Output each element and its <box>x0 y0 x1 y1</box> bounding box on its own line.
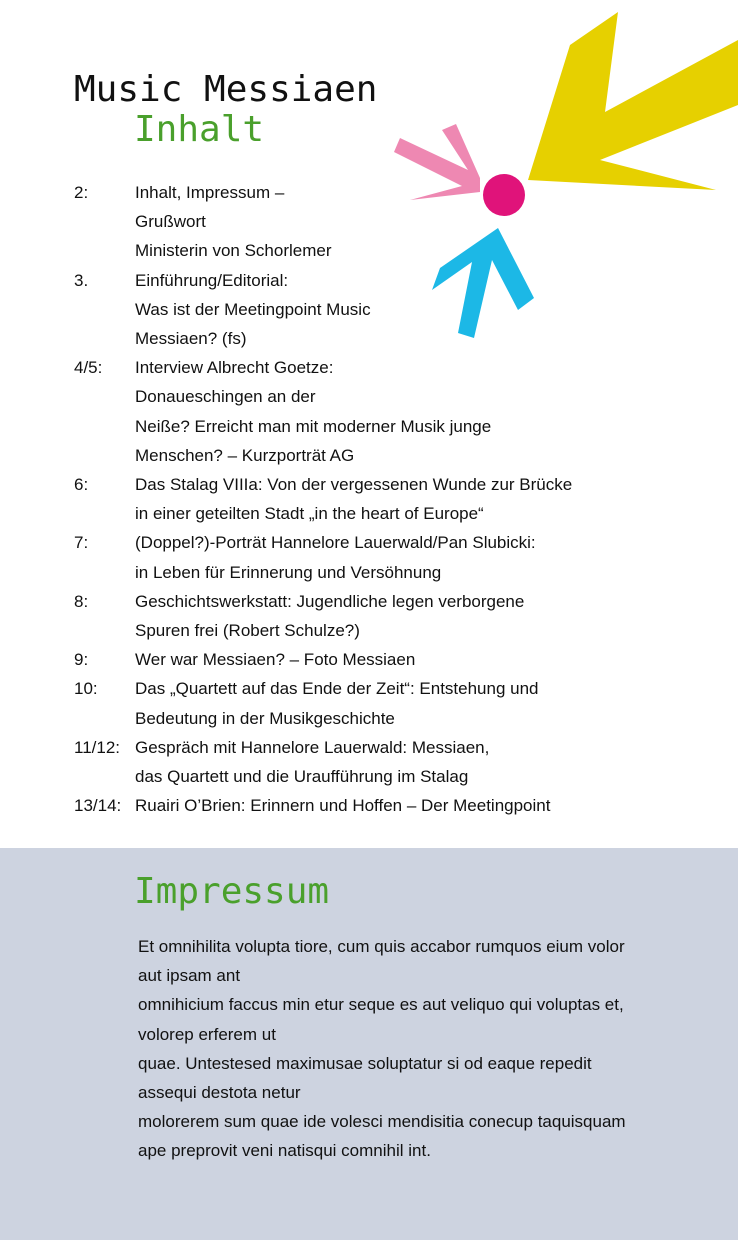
toc-line: das Quartett und die Uraufführung im Stalag <box>135 767 469 787</box>
toc-entry <box>74 791 614 820</box>
toc-entry-text <box>135 528 614 586</box>
toc-entry-text <box>135 733 614 791</box>
toc-page-number: 2: <box>74 183 89 202</box>
yellow-arrow-icon <box>528 12 738 190</box>
impressum-line: volorep erferem ut <box>138 1024 276 1044</box>
toc-page-number: 6: <box>74 475 89 495</box>
toc-entry-text <box>135 353 614 470</box>
toc-entry <box>74 674 614 732</box>
brand-title: Music Messiaen <box>74 69 378 110</box>
toc-page-number: 9: <box>74 650 89 670</box>
toc-entry-text <box>135 791 614 820</box>
toc-entry <box>74 178 614 266</box>
impressum-line: assequi destota netur <box>138 1083 301 1103</box>
toc-line: Interview Albrecht Goetze: <box>135 358 334 378</box>
toc-page-number: 8: <box>74 591 89 611</box>
toc-line: Inhalt, Impressum – <box>135 183 285 202</box>
toc-entry <box>74 470 614 528</box>
toc-page-number: 3. <box>74 270 89 290</box>
impressum-line: Et omnihilita volupta tiore, cum quis accabor rumquos eium volor <box>138 937 625 956</box>
impressum-panel <box>0 848 738 1240</box>
toc-page-number: 7: <box>74 533 89 553</box>
toc-page-number: 11/12: <box>74 737 121 757</box>
toc-line: Neiße? Erreicht man mit moderner Musik junge <box>135 416 492 436</box>
toc-entry <box>74 733 614 791</box>
toc-entry-text <box>135 587 614 645</box>
header <box>74 70 377 150</box>
impressum-line: molorerem sum quae ide volesci mendisitia conecup taquisquam <box>138 1112 626 1132</box>
toc-entry-text <box>135 178 614 266</box>
toc-page-number: 10: <box>74 679 98 699</box>
toc-entry <box>74 528 614 586</box>
impressum-body <box>138 932 678 1166</box>
table-of-contents <box>74 178 614 820</box>
toc-entry-text <box>135 645 614 674</box>
toc-entry <box>74 266 614 354</box>
toc-line: Das „Quartett auf das Ende der Zeit“: Entstehung und <box>135 679 539 699</box>
toc-line: (Doppel?)-Porträt Hannelore Lauerwald/Pan Slubicki: <box>135 533 536 553</box>
toc-line: Bedeutung in der Musikgeschichte <box>135 708 395 728</box>
toc-line: Geschichtswerkstatt: Jugendliche legen verborgene <box>135 591 525 611</box>
impressum-line: aut ipsam ant <box>138 966 241 986</box>
toc-page-number: 13/14: <box>74 796 122 816</box>
toc-line: in einer geteilten Stadt „in the heart of Europe“ <box>135 504 484 524</box>
toc-line: Spuren frei (Robert Schulze?) <box>135 621 360 641</box>
toc-page-number: 4/5: <box>74 358 103 378</box>
toc-line: in Leben für Erinnerung und Versöhnung <box>135 562 442 582</box>
toc-line: Wer war Messiaen? – Foto Messiaen <box>135 650 416 670</box>
impressum-line: ape preprovit veni natisqui comnihil int. <box>138 1141 431 1161</box>
toc-entry <box>74 353 614 470</box>
toc-line: Ruairi O’Brien: Erinnern und Hoffen – Der Meetingpoint <box>135 796 551 816</box>
toc-line: Was ist der Meetingpoint Music <box>135 299 371 319</box>
toc-entry-text <box>135 266 614 354</box>
toc-entry-text <box>135 674 614 732</box>
toc-entry-text <box>135 470 614 528</box>
toc-line: Gespräch mit Hannelore Lauerwald: Messiaen, <box>135 737 490 757</box>
toc-line: Ministerin von Schorlemer <box>135 241 332 261</box>
toc-line: Messiaen? (fs) <box>135 329 247 349</box>
toc-line: Menschen? – Kurzporträt AG <box>135 445 355 465</box>
toc-line: Donaueschingen an der <box>135 387 316 407</box>
toc-line: Einführung/Editorial: <box>135 270 289 290</box>
toc-line: Grußwort <box>135 212 206 232</box>
impressum-line: omnihicium faccus min etur seque es aut veliquo qui voluptas et, <box>138 995 624 1015</box>
toc-entry <box>74 587 614 645</box>
impressum-line: quae. Untestesed maximusae soluptatur si od eaque repedit <box>138 1053 592 1073</box>
toc-entry <box>74 645 614 674</box>
toc-line: Das Stalag VIIIa: Von der vergessenen Wunde zur Brücke <box>135 475 573 495</box>
impressum-title: Impressum <box>134 871 330 912</box>
section-title-inhalt: Inhalt <box>134 109 265 150</box>
